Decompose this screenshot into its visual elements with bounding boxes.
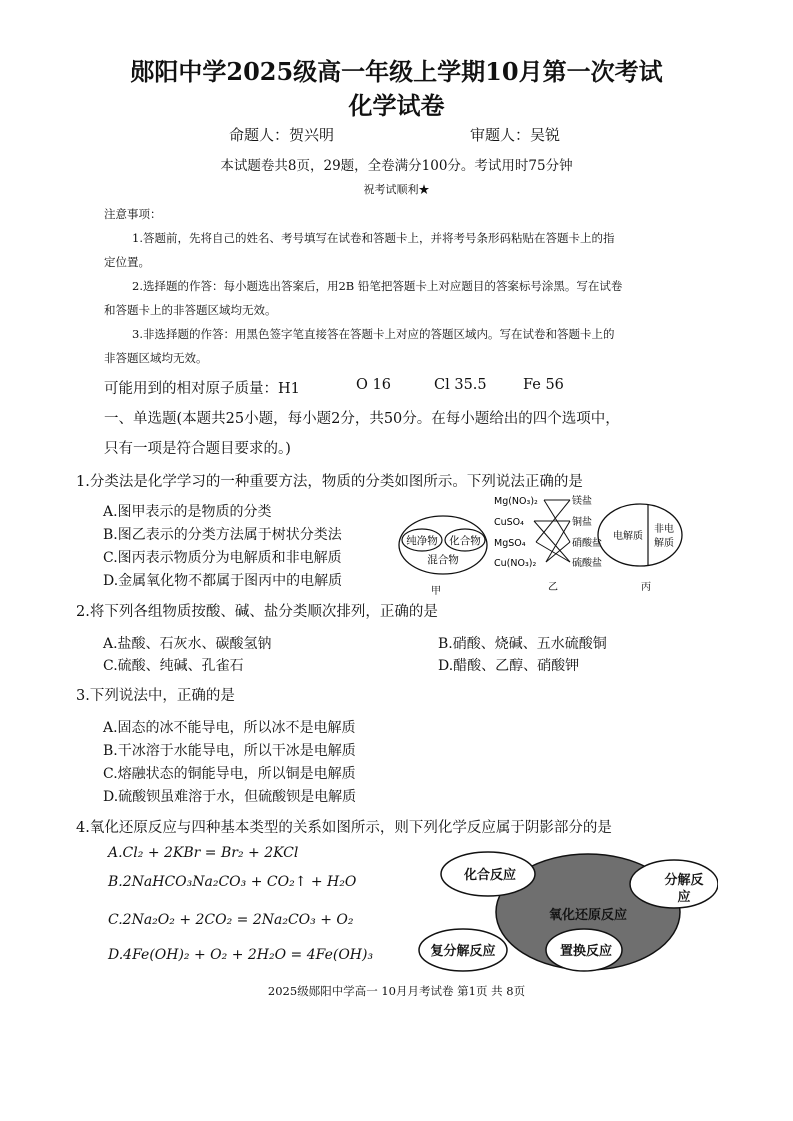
combination-label: 化合反应 [463,868,517,883]
exam-title: 郧阳中学2025级高一年级上学期10月第一次考试 [130,57,663,86]
notes-heading: 注意事项： [104,207,162,221]
atomic-mass-cl: Cl 35.5 [434,377,487,393]
note-2-line-2: 和答题卡上的非答题区域均无效。 [104,303,277,317]
figure-bing [598,504,682,593]
good-luck-note: 祝考试顺利★ [363,183,430,196]
non-electrolyte-label-top: 非电 [654,524,674,535]
category-cu-salt: 铜盐 [572,517,592,528]
figure-jia-caption: 甲 [431,586,441,597]
salt-cu-sulfate: CuSO₄ [494,517,524,528]
q3-option-c: C.熔融状态的铜能导电，所以铜是电解质 [103,766,356,782]
q4-option-a: A.Cl₂ + 2KBr = Br₂ + 2KCl [108,845,299,861]
q1-option-b: B.图乙表示的分类方法属于树状分类法 [103,527,342,543]
salt-cu-nitrate: Cu(NO₃)₂ [494,558,537,569]
q3-option-b: B.干冰溶于水能导电，所以干冰是电解质 [103,743,356,759]
q2-option-a: A.盐酸、石灰水、碳酸氢钠 [103,636,272,652]
note-1-line-2: 定位置。 [104,255,150,269]
q4-option-c: C.2Na₂O₂ + 2CO₂ = 2Na₂CO₃ + O₂ [108,912,354,928]
electrolyte-label: 电解质 [613,531,643,542]
q1-classification-figure [396,490,696,598]
compound-label: 化合物 [449,535,481,547]
question-setter: 命题人：贺兴明 [229,126,335,144]
note-2-line-1: 2.选择题的作答：每小题选出答案后，用2B 铅笔把答题卡上对应题目的答案标号涂黑。写在试卷 [132,279,623,293]
q2-option-b: B.硝酸、烧碱、五水硫酸铜 [438,636,607,652]
decomposition-label-1: 分解反 [664,873,704,888]
q1-option-a: A.图甲表示的是物质的分类 [103,504,272,520]
category-mg-salt: 镁盐 [572,496,592,507]
redox-label: 氧化还原反应 [548,908,628,923]
category-sulfate: 硫酸盐 [572,558,602,569]
decomposition-label-2: 应 [677,890,691,905]
q2-option-d: D.醋酸、乙醇、硝酸钾 [438,658,580,674]
double-decomposition-label: 复分解反应 [430,944,496,959]
exam-info: 本试题卷共8页，29题，全卷满分100分。考试用时75分钟 [220,158,573,174]
note-3-line-1: 3.非选择题的作答：用黑色签字笔直接答在答题卡上对应的答题区域内。写在试卷和答题卡上的 [132,327,615,341]
figure-yi-caption: 乙 [548,582,558,593]
pure-substance-label: 纯净物 [406,535,438,547]
q4-stem: 4.氧化还原反应与四种基本类型的关系如图所示，则下列化学反应属于阴影部分的是 [76,820,612,836]
section-heading-line-2: 只有一项是符合题目要求的。) [104,441,291,457]
note-3-line-2: 非答题区域均无效。 [104,351,208,365]
category-nitrate: 硝酸盐 [572,538,602,549]
q4-option-b: B.2NaHCO₃Na₂CO₃ + CO₂↑ + H₂O [108,874,357,890]
q1-option-c: C.图丙表示物质分为电解质和非电解质 [103,550,342,566]
salt-mg-sulfate: MgSO₄ [494,538,526,549]
q4-option-d: D.4Fe(OH)₂ + O₂ + 2H₂O = 4Fe(OH)₃ [108,947,374,963]
mixture-label: 混合物 [427,554,459,566]
non-electrolyte-label-bottom: 解质 [654,538,674,549]
q1-stem: 1.分类法是化学学习的一种重要方法，物质的分类如图所示。下列说法正确的是 [76,474,583,490]
q3-option-a: A.固态的冰不能导电，所以冰不是电解质 [103,720,356,736]
q1-option-d: D.金属氧化物不都属于图丙中的电解质 [103,573,343,589]
salt-mg-nitrate: Mg(NO₃)₂ [494,496,538,507]
note-1-line-1: 1.答题前，先将自己的姓名、考号填写在试卷和答题卡上，并将考号条形码粘贴在答题卡上的指 [132,231,615,245]
connection-lines [534,500,570,562]
section-heading-line-1: 一、单选题(本题共25小题，每小题2分，共50分。在每小题给出的四个选项中， [104,411,620,427]
q3-stem: 3.下列说法中，正确的是 [76,688,235,704]
q3-option-d: D.硫酸钡虽难溶于水，但硫酸钡是电解质 [103,789,357,805]
figure-yi [494,494,602,593]
atomic-mass-label: 可能用到的相对原子质量：H1 [104,381,300,397]
figure-bing-caption: 丙 [641,582,651,593]
subject-title: 化学试卷 [348,91,445,120]
displacement-label: 置换反应 [559,944,613,959]
q2-option-c: C.硫酸、纯碱、孔雀石 [103,658,244,674]
figure-jia [399,516,487,597]
atomic-mass-fe: Fe 56 [523,377,564,393]
q2-stem: 2.将下列各组物质按酸、碱、盐分类顺次排列，正确的是 [76,604,438,620]
question-reviewer: 审题人：吴锐 [470,126,561,144]
atomic-mass-o: O 16 [356,377,391,393]
q4-reaction-venn-figure [418,844,718,976]
page-footer: 2025级郧阳中学高一 10月月考试卷 第1页 共 8页 [267,984,526,998]
